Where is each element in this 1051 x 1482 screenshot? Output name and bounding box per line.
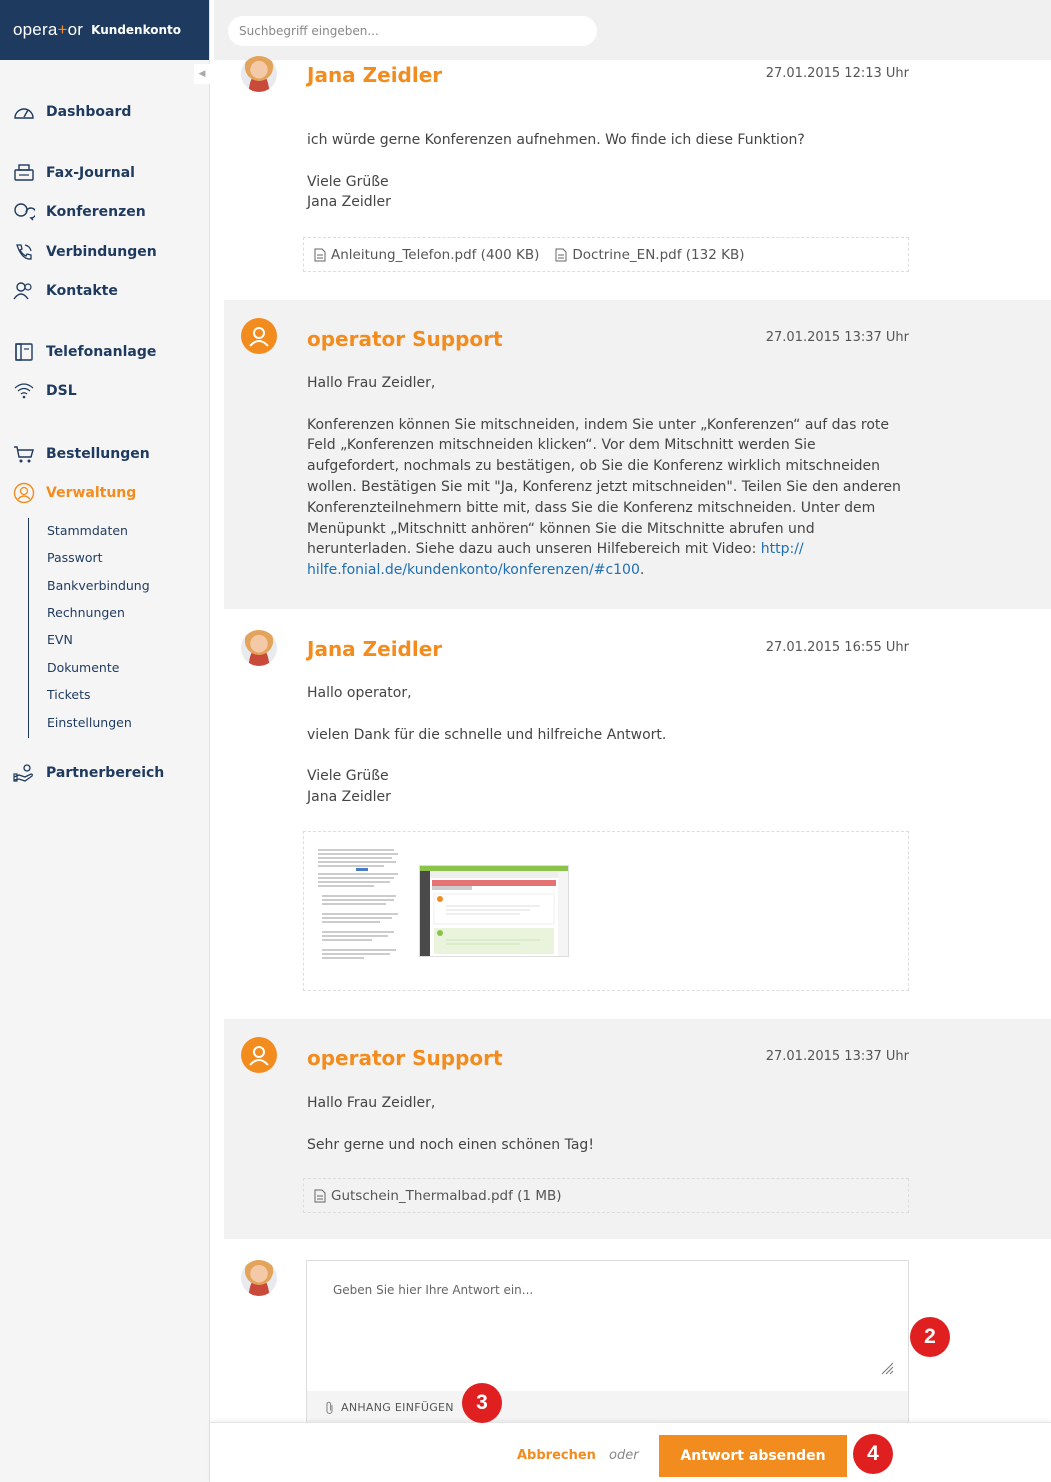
sidebar-item-label: Fax-Journal xyxy=(46,165,135,181)
operator-logo: opera+or xyxy=(13,20,84,39)
subnav-item-bankverbindung[interactable]: Bankverbindung xyxy=(47,578,150,593)
reply-avatar xyxy=(241,1260,277,1296)
sidebar-item-dashboard[interactable] xyxy=(12,100,131,124)
message-date: 27.01.2015 13:37 Uhr xyxy=(765,1049,909,1064)
phone-icon xyxy=(12,240,36,264)
sidebar-item-label: Kontakte xyxy=(46,283,118,299)
message-body xyxy=(307,683,912,808)
help-link[interactable]: http:// hilfe.fonial.de/kundenkonto/konferenzen/#c100 xyxy=(307,541,804,579)
message-paragraph: ich würde gerne Konferenzen aufnehmen. Wo finde ich diese Funktion? xyxy=(307,132,805,148)
sidebar-item-label: Telefonanlage xyxy=(46,344,157,360)
message-date: 27.01.2015 12:13 Uhr xyxy=(765,66,909,81)
reply-box xyxy=(306,1260,909,1425)
cancel-button[interactable]: Abbrechen xyxy=(517,1448,596,1463)
sidebar-item-verbindungen[interactable] xyxy=(12,240,157,264)
sidebar-item-telefonanlage[interactable] xyxy=(12,340,156,364)
paperclip-icon xyxy=(325,1401,335,1415)
attachment-list xyxy=(303,237,909,272)
sidebar-item-kontakte[interactable] xyxy=(12,279,118,303)
subnav-item-evn[interactable]: EVN xyxy=(47,632,73,647)
sidebar-item-bestellungen[interactable] xyxy=(12,442,150,466)
support-avatar xyxy=(241,1037,277,1073)
subnav-item-passwort[interactable]: Passwort xyxy=(47,550,103,565)
subnav-item-dokumente[interactable]: Dokumente xyxy=(47,660,120,675)
attachment-name: Doctrine_EN.pdf (132 KB) xyxy=(572,246,745,263)
search-input[interactable] xyxy=(228,16,597,46)
subnav-item-rechnungen[interactable]: Rechnungen xyxy=(47,605,125,620)
sidebar-item-label: Dashboard xyxy=(46,104,132,120)
contacts-icon xyxy=(12,279,36,303)
attachment-name: Gutschein_Thermalbad.pdf (1 MB) xyxy=(331,1187,562,1204)
verwaltung-subnav xyxy=(28,518,150,738)
sidebar-item-label: Partnerbereich xyxy=(46,765,165,781)
annotation-badge: 3 xyxy=(462,1383,502,1423)
cart-icon xyxy=(12,442,36,466)
screenshot-thumbnail[interactable] xyxy=(419,865,569,957)
document-icon xyxy=(314,248,326,262)
sidebar-item-label: Bestellungen xyxy=(46,446,150,462)
message-item xyxy=(224,300,1051,609)
message-paragraph: vielen Dank für die schnelle und hilfreiche Antwort. xyxy=(307,726,667,743)
attachment-list xyxy=(303,1178,909,1213)
sidebar-item-label: Verwaltung xyxy=(46,485,137,501)
message-paragraph: Hallo Frau Zeidler, xyxy=(307,1095,436,1111)
sidebar-item-konferenzen[interactable] xyxy=(12,200,146,224)
attachment-file[interactable] xyxy=(555,247,744,263)
attachment-file[interactable] xyxy=(314,247,539,263)
subnav-item-einstellungen[interactable]: Einstellungen xyxy=(47,715,132,730)
sidebar-item-label: Verbindungen xyxy=(46,244,157,260)
top-bar xyxy=(214,0,1051,60)
message-item xyxy=(224,1019,1051,1239)
attachment-file[interactable] xyxy=(314,1188,562,1204)
phone-system-icon xyxy=(12,340,36,364)
message-paragraph: Hallo Frau Zeidler, xyxy=(307,375,436,391)
message-paragraph: Viele Grüße xyxy=(307,768,389,785)
message-paragraph: Jana Zeidler xyxy=(307,194,391,211)
sidebar-item-label: Konferenzen xyxy=(46,204,146,220)
add-attachment-button[interactable] xyxy=(307,1391,908,1424)
document-thumbnail[interactable] xyxy=(314,842,404,967)
message-paragraph: Viele Grüße xyxy=(307,173,389,190)
user-icon xyxy=(247,324,271,348)
sidebar-item-partnerbereich[interactable] xyxy=(12,761,164,785)
chat-bubbles-icon xyxy=(12,200,36,224)
action-footer xyxy=(210,1422,1051,1482)
user-circle-icon xyxy=(12,481,36,505)
message-author: operator Support xyxy=(307,327,503,351)
avatar xyxy=(241,630,277,666)
sidebar xyxy=(0,0,210,1482)
reply-textarea[interactable] xyxy=(307,1261,908,1391)
wifi-icon xyxy=(12,379,36,403)
message-date: 27.01.2015 16:55 Uhr xyxy=(765,640,909,655)
or-label: oder xyxy=(609,1448,639,1463)
message-author: Jana Zeidler xyxy=(307,637,443,661)
message-paragraph: Jana Zeidler xyxy=(307,788,391,805)
subnav-item-tickets[interactable]: Tickets xyxy=(47,687,91,702)
message-item xyxy=(224,60,1051,300)
subnav-item-stammdaten[interactable]: Stammdaten xyxy=(47,523,128,538)
message-body xyxy=(307,373,912,602)
sidebar-item-label: DSL xyxy=(46,383,77,399)
attachment-name: Anleitung_Telefon.pdf (400 KB) xyxy=(331,246,540,263)
image-attachments xyxy=(303,831,909,991)
message-item xyxy=(224,609,1051,1019)
message-paragraph: Konferenzen können Sie mitschneiden, indem Sie unter „Konferenzen“ auf das rote Feld „Konferenzen mitschneiden klicken“. Vor dem Mitschnitt werden Sie aufgefordert, nochmals zu bestätigen, ob Sie die Konferenz wirklich mitschneiden wollen. Bestätigen Sie mit "Ja, Konferenz jetzt mitschneiden". Teilen Sie den anderen Konferenzteilnehmern bitte mit, dass Sie die Konferenz mitschneiden. Unter dem Menüpunkt „Mitschnitt anhören“ können Sie die Mitschnitte abrufen und herunterladen. Siehe dazu auch unseren Hilfebereich mit Video: http:// hilfe.fonial.de/kundenkonto/konferenzen/#c100. xyxy=(307,416,901,579)
partner-icon xyxy=(12,761,36,785)
support-avatar xyxy=(241,318,277,354)
annotation-badge: 2 xyxy=(910,1317,950,1357)
add-attachment-label: ANHANG EINFÜGEN xyxy=(341,1401,454,1414)
message-author: operator Support xyxy=(307,1046,503,1070)
sidebar-item-dsl[interactable] xyxy=(12,379,77,403)
message-body xyxy=(307,1093,912,1176)
annotation-badge: 4 xyxy=(853,1434,893,1474)
speedometer-icon xyxy=(12,100,36,124)
avatar xyxy=(241,56,277,92)
fax-icon xyxy=(12,161,36,185)
sidebar-item-verwaltung[interactable] xyxy=(12,481,136,505)
message-paragraph: Sehr gerne und noch einen schönen Tag! xyxy=(307,1136,594,1153)
document-icon xyxy=(314,1189,326,1203)
message-date: 27.01.2015 13:37 Uhr xyxy=(765,330,909,345)
user-icon xyxy=(247,1043,271,1067)
sidebar-item-fax-journal[interactable] xyxy=(12,161,135,185)
resize-handle-icon xyxy=(880,1361,894,1375)
brand-subtitle: Kundenkonto xyxy=(91,23,182,37)
send-reply-button[interactable]: Antwort absenden xyxy=(659,1435,847,1477)
message-author: Jana Zeidler xyxy=(307,63,443,87)
message-body xyxy=(307,130,912,213)
message-paragraph: Hallo operator, xyxy=(307,685,412,701)
document-icon xyxy=(555,248,567,262)
brand-header[interactable] xyxy=(0,0,209,60)
collapse-sidebar-button[interactable]: ◀ xyxy=(194,64,210,84)
